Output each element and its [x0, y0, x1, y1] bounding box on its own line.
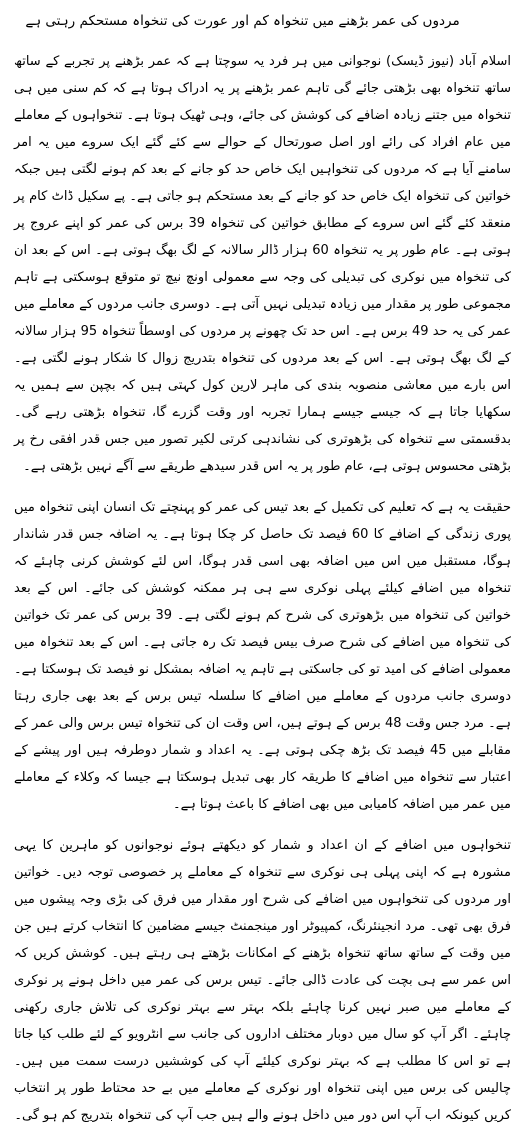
article-paragraph-3: تنخواہوں میں اضافے کے ان اعداد و شمار کو دیکھتے ہوئے نوجوانوں کو ماہرین کا یہی مشورہ ہے کہ اپنی پہلی ہی نوکری سے تنخواہ کے معاملے پر خصوصی توجہ دیں۔ خواتین اور مردوں کی تنخواہوں میں اضافے کی شرح اور مقدار میں فرق کی بڑی وجہ پیشوں میں فرق بھی تھی۔ مرد انجینئرنگ، کمپیوٹر اور مینجمنٹ جیسے مضامین کا انتخاب کرتے ہیں جن میں وقت کے ساتھ ساتھ تنخواہ بڑھنے کے امکانات بڑھتے ہی رہتے ہیں۔ کوشش کریں کہ اس عمر سے ہی بچت کی عادت ڈالی جائے۔ تیس برس کی عمر میں داخل ہونے پر نوکری کے معاملے میں صبر نہیں کرنا چاہئے بلکہ بہتر سے بہتر نوکری کی تلاش جاری رکھنی چاہئے۔ اگر آپ کو سال میں دوبار مختلف اداروں کی جانب سے انٹرویو کے لئے طلب کیا جاتا ہے تو اس کا مطلب ہے کہ بہتر نوکری کیلئے آپ کی کوششیں درست سمت میں ہیں۔ چالیس کی برس میں اپنی تنخواہ اور نوکری کے معاملے میں بے حد محتاط طور پر انتخاب کریں کیونکہ اب آپ اس دور میں داخل ہونے والے ہیں جب آپ کی تنخواہ بتدریج کم ہو گی۔	[14, 838, 511, 1123]
news-article	[14, 10, 511, 1143]
article-paragraph-2: حقیقت یہ ہے کہ تعلیم کی تکمیل کے بعد تیس کی عمر کو پہنچتے تک انسان اپنی تنخواہ میں پوری زندگی کے اضافے کا 60 فیصد تک حاصل کر چکا ہوتا ہے۔ یہ اضافہ جس قدر شاندار ہوگا، مستقبل میں اس میں اضافہ بھی اسی قدر ہوگا، اس لئے کوشش کرنی چاہئے کہ تنخواہ میں اضافے کیلئے پہلی نوکری سے ہی ہر ممکنہ کوشش کی جائے۔ اس کے بعد خواتین کی تنخواہ میں بڑھوتری کی شرح کم ہونے لگتی ہے۔ 39 برس کی عمر تک خواتین کی تنخواہ میں اضافے کی شرح صرف بیس فیصد تک رہ جاتی ہے۔ اس کے بعد تنخواہ میں معمولی اضافے کی امید تو کی جاسکتی ہے تاہم یہ اضافہ بمشکل نو فیصد تک ہوسکتا ہے۔ دوسری جانب مردوں کے معاملے میں اضافے کا سلسلہ تیس برس کے بعد بھی جاری رہتا ہے۔ مرد جس وقت 48 برس کے ہوتے ہیں، اس وقت ان کی تنخواہ تیس برس والی عمر کے مقابلے میں 45 فیصد تک بڑھ چکی ہوتی ہے۔ یہ اعداد و شمار دوطرفہ ہیں اور پیشے کے اعتبار سے تنخواہ میں اضافے کا طریقہ کار بھی تبدیل ہوسکتا ہے جیسا کہ وکلاء کے معاملے میں عمر میں اضافہ کامیابی میں بھی اضافے کا باعث ہوتا ہے۔	[14, 500, 511, 812]
article-headline: مردوں کی عمر بڑھنے میں تنخواہ کم اور عورت کی تنخواہ مستحکم رہتی ہے	[25, 13, 460, 29]
article-paragraph-1: اسلام آباد (نیوز ڈیسک) نوجوانی میں ہر فرد یہ سوچتا ہے کہ عمر بڑھنے پر تجربے کے ساتھ ساتھ تنخواہ بھی بڑھتی جائے گی تاہم عمر بڑھنے پر یہ ادراک ہوتا ہے کہ کم سنی میں ہی تنخواہ میں جتنے زیادہ اضافے کی کوشش کی جائے، وہی ٹھیک ہوتا ہے۔ تنخواہوں کے معاملے میں عام افراد کی رائے اور اصل صورتحال کے حوالے سے کئے گئے ایک سروے میں یہ امر سامنے آیا ہے کہ مردوں کی تنخواہیں ایک خاص حد کو جانے کے بعد کم ہونے لگتی ہیں جبکہ خواتین کی تنخواہ ایک خاص حد کو جانے کے بعد مستحکم ہو جاتی ہے۔ پے سکیل ڈاٹ کام پر منعقد کئے گئے اس سروے کے مطابق خواتین کی تنخواہ 39 برس کی عمر کو اپنے عروج پر ہوتی ہے۔ عام طور پر یہ تنخواہ 60 ہزار ڈالر سالانہ کے لگ بھگ ہوتی ہے۔ اس کے بعد ان کی تنخواہ میں نوکری کی تبدیلی کی وجہ سے معمولی اونچ نیچ تو متوقع ہوسکتی ہے تاہم مجموعی طور پر مقدار میں زیادہ تبدیلی نہیں آتی ہے۔ دوسری جانب مردوں کے معاملے میں عمر کی یہ حد 49 برس ہے۔ اس حد تک چھونے پر مردوں کی اوسطاً تنخواہ 95 ہزار سالانہ کے لگ بھگ ہوتی ہے۔ اس کے بعد مردوں کی تنخواہ بتدریج زوال کا شکار ہونے لگتی ہے۔ اس بارے میں معاشی منصوبہ بندی کی ماہر لارین کول کہتی ہیں کہ بچپن سے ہمیں یہ سکھایا جاتا ہے کہ جیسے جیسے ہمارا تجربہ اور وقت گزرے گا، تنخواہ بڑھتی رہے گی۔ بدقسمتی سے تنخواہ کی بڑھوتری کی نشاندہی کرتی لکیر تصور میں جس قدر افقی رخ پر بڑھتی محسوس ہوتی ہے، عام طور پر یہ اس قدر سیدھے طریقے سے آگے نہیں بڑھتی ہے۔	[14, 54, 511, 474]
